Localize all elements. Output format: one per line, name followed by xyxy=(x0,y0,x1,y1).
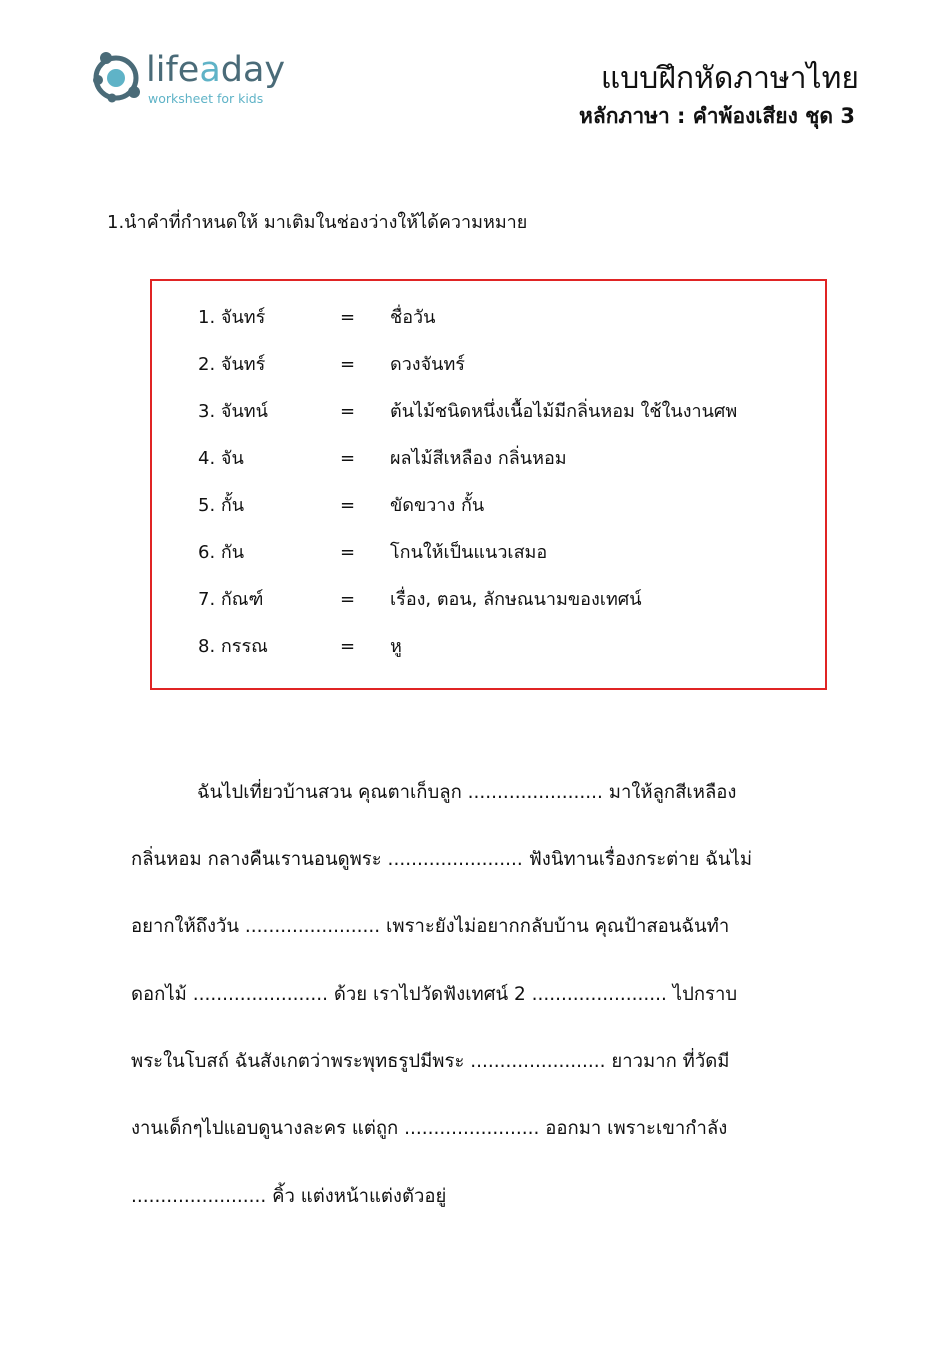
word-term: 5. กั้น xyxy=(198,495,245,516)
passage-line: งานเด็กๆไปแอบดูนางละคร แต่ถูก ....................... ออกมา เพราะเขากำลัง xyxy=(131,1118,728,1139)
passage-line: ดอกไม้ ....................... ด้วย เราไปวัดฟังเทศน์ 2 ....................... ไปกราบ xyxy=(131,984,738,1005)
worksheet-title: แบบฝึกหัดภาษาไทย xyxy=(600,61,859,96)
equals-sign: = xyxy=(340,542,356,563)
word-meaning: ขัดขวาง กั้น xyxy=(390,495,485,516)
word-term: 8. กรรณ xyxy=(198,636,268,657)
word-term: 6. กัน xyxy=(198,542,245,563)
passage-line: พระในโบสถ์ ฉันสังเกตว่าพระพุทธรูปมีพระ ....................... ยาวมาก ที่วัดมี xyxy=(131,1051,730,1072)
word-meaning: โกนให้เป็นแนวเสมอ xyxy=(390,542,548,563)
passage-line: กลิ่นหอม กลางคืนเรานอนดูพระ ....................... ฟังนิทานเรื่องกระต่าย ฉันไม่ xyxy=(131,849,753,870)
equals-sign: = xyxy=(340,401,356,422)
passage-line: อยากให้ถึงวัน ....................... เพราะยังไม่อยากกลับบ้าน คุณป้าสอนฉันทำ xyxy=(131,916,730,937)
equals-sign: = xyxy=(340,636,356,657)
equals-sign: = xyxy=(340,307,356,328)
equals-sign: = xyxy=(340,354,356,375)
logo-tagline: worksheet for kids xyxy=(148,91,264,106)
word-meaning: ชื่อวัน xyxy=(390,307,436,328)
word-meaning: ผลไม้สีเหลือง กลิ่นหอม xyxy=(390,448,567,469)
word-list-box xyxy=(150,279,827,690)
word-term: 3. จันทน์ xyxy=(198,401,268,422)
equals-sign: = xyxy=(340,495,356,516)
equals-sign: = xyxy=(340,589,356,610)
word-meaning: ดวงจันทร์ xyxy=(390,354,465,375)
worksheet-subtitle: หลักภาษา : คำพ้องเสียง ชุด 3 xyxy=(579,104,855,128)
word-term: 1. จันทร์ xyxy=(198,307,266,328)
word-term: 4. จัน xyxy=(198,448,244,469)
passage-line: ....................... คิ้ว แต่งหน้าแต่งตัวอยู่ xyxy=(131,1186,447,1207)
word-meaning: ต้นไม้ชนิดหนึ่งเนื้อไม้มีกลิ่นหอม ใช้ในงานศพ xyxy=(390,401,738,422)
lifeaday-logo xyxy=(90,50,310,110)
logo-molecule-icon xyxy=(90,50,146,106)
word-meaning: เรื่อง, ตอน, ลักษณนามของเทศน์ xyxy=(390,589,642,610)
exercise-instruction: 1.นำคำที่กำหนดให้ มาเติมในช่องว่างให้ได้ความหมาย xyxy=(107,212,528,233)
logo-wordmark: lifeaday xyxy=(146,50,286,90)
word-term: 2. จันทร์ xyxy=(198,354,266,375)
word-term: 7. กัณฑ์ xyxy=(198,589,264,610)
equals-sign: = xyxy=(340,448,356,469)
passage-line: ฉันไปเที่ยวบ้านสวน คุณตาเก็บลูก ....................... มาให้ลูกสีเหลือง xyxy=(197,782,737,803)
word-meaning: หู xyxy=(390,636,402,657)
